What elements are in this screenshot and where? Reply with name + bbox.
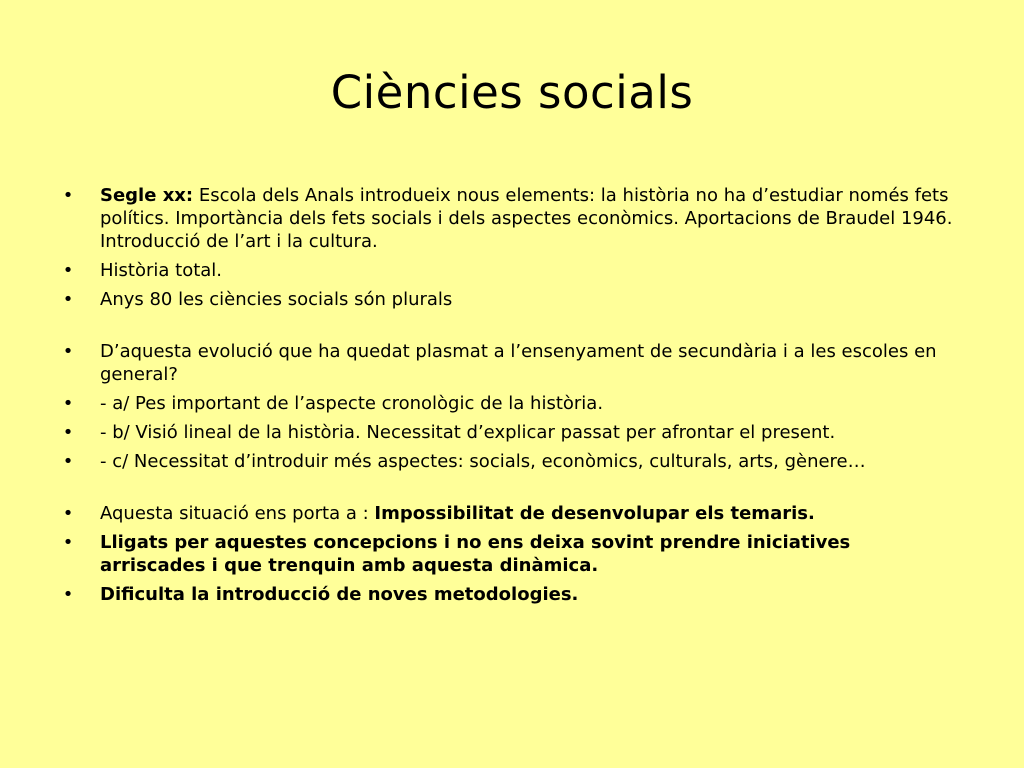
item-text: Anys 80 les ciències socials són plurals [100,289,453,310]
list-item [60,421,960,444]
list-item [60,340,960,386]
list-item [60,288,960,311]
bullet-group-3 [60,502,960,606]
item-text: D’aquesta evolució que ha quedat plasmat a l’ensenyament de secundària i a les escoles en general? [100,341,937,385]
list-item [60,392,960,415]
list-item [60,184,960,253]
bullet-list [60,184,960,635]
bullet-icon: • [62,503,74,524]
bullet-icon: • [62,289,74,310]
item-text: Aquesta situació ens porta a : [100,503,375,524]
item-text: - b/ Visió lineal de la història. Necessitat d’explicar passat per afrontar el present. [100,422,836,443]
list-item [60,531,960,577]
bullet-icon: • [62,451,74,472]
list-item [60,450,960,473]
bullet-icon: • [62,260,74,281]
item-text: Escola dels Anals introdueix nous elements: la història no ha d’estudiar només fets polítics. Importància dels fets socials i dels aspectes econòmics. Aportacions de Braudel 1946. Introducció de l’art i la cultura. [100,185,953,252]
item-bold-text: Dificulta la introducció de noves metodologies. [100,584,579,605]
list-item [60,259,960,282]
item-bold-suffix: Impossibilitat de desenvolupar els temaris. [374,503,815,524]
bullet-icon: • [62,185,74,206]
item-text: - a/ Pes important de l’aspecte cronològic de la història. [100,393,604,414]
bullet-group-1 [60,184,960,311]
list-item [60,502,960,525]
bullet-icon: • [62,393,74,414]
bullet-icon: • [62,422,74,443]
item-text: - c/ Necessitat d’introduir més aspectes: socials, econòmics, culturals, arts, gènere… [100,451,866,472]
bullet-icon: • [62,584,74,605]
item-text: Història total. [100,260,223,281]
item-bold-prefix: Segle xx: [100,185,194,206]
slide-title: Ciències socials [330,66,694,119]
bullet-icon: • [62,341,74,362]
bullet-group-2 [60,340,960,473]
item-bold-text: Lligats per aquestes concepcions i no ens deixa sovint prendre iniciatives arriscades i que trenquin amb aquesta dinàmica. [100,532,851,576]
list-item [60,583,960,606]
bullet-icon: • [62,532,74,553]
